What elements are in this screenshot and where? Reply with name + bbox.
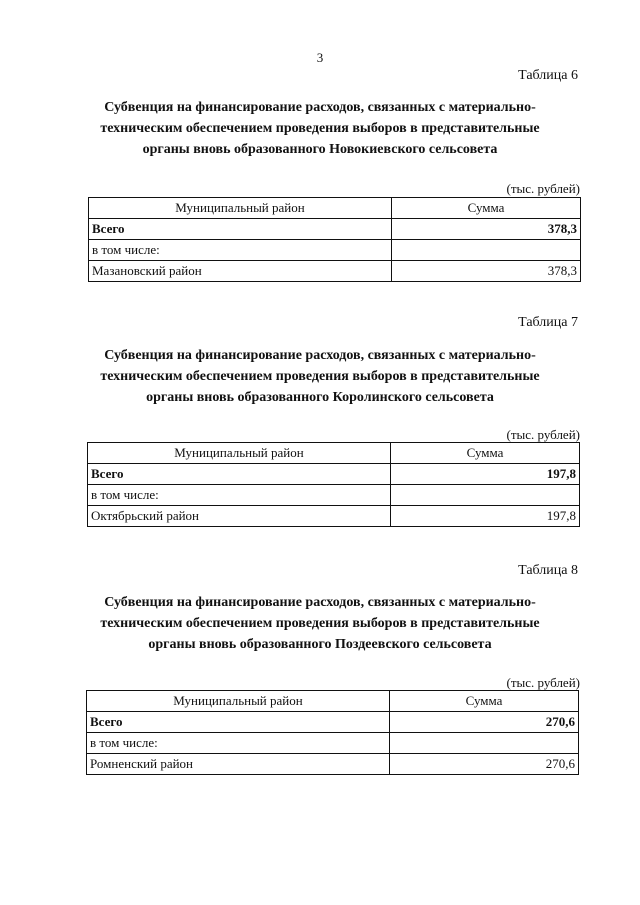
table-label: Таблица 6 [518,68,578,83]
total-label: Всего [88,464,391,485]
total-value: 197,8 [391,464,580,485]
heading-line: органы вновь образованного Поздеевского сельсовета [148,637,492,652]
district-column-header: Муниципальный район [87,691,390,712]
including-label: в том числе: [88,485,391,506]
total-label: Всего [89,219,392,240]
empty-cell [390,733,579,754]
total-value: 378,3 [392,219,581,240]
subvention-table [87,442,580,527]
heading-line: органы вновь образованного Новокиевского сельсовета [142,142,498,157]
heading-line: техническим обеспечением проведения выборов в представительные [100,121,540,136]
page-number: 3 [316,50,324,65]
table-row [89,261,581,282]
heading-line: техническим обеспечением проведения выборов в представительные [100,616,540,631]
heading-line: Субвенция на финансирование расходов, связанных с материально- [104,595,536,610]
table-label: Таблица 8 [518,563,578,578]
heading-line: Субвенция на финансирование расходов, связанных с материально- [104,100,536,115]
district-value: 197,8 [391,506,580,527]
including-label: в том числе: [89,240,392,261]
units-label: (тыс. рублей) [506,427,580,442]
district-name: Ромненский район [87,754,390,775]
including-row [88,485,580,506]
table-label: Таблица 7 [518,315,578,330]
district-column-header: Муниципальный район [88,443,391,464]
table-heading [80,592,560,655]
district-value: 378,3 [392,261,581,282]
table-header-row [88,443,580,464]
district-value: 270,6 [390,754,579,775]
district-name: Мазановский район [89,261,392,282]
table-heading [80,345,560,408]
empty-cell [392,240,581,261]
table-header-row [87,691,579,712]
including-row [89,240,581,261]
total-row [87,712,579,733]
units-label: (тыс. рублей) [506,675,580,690]
units-label: (тыс. рублей) [506,181,580,196]
including-label: в том числе: [87,733,390,754]
district-column-header: Муниципальный район [89,198,392,219]
subvention-table [88,197,581,282]
heading-line: техническим обеспечением проведения выборов в представительные [100,369,540,384]
sum-column-header: Сумма [392,198,581,219]
heading-line: Субвенция на финансирование расходов, связанных с материально- [104,348,536,363]
sum-column-header: Сумма [391,443,580,464]
total-row [89,219,581,240]
total-value: 270,6 [390,712,579,733]
empty-cell [391,485,580,506]
table-row [88,506,580,527]
sum-column-header: Сумма [390,691,579,712]
table-heading [80,97,560,160]
heading-line: органы вновь образованного Королинского сельсовета [146,390,494,405]
table-header-row [89,198,581,219]
table-row [87,754,579,775]
district-name: Октябрьский район [88,506,391,527]
including-row [87,733,579,754]
total-row [88,464,580,485]
subvention-table [86,690,579,775]
total-label: Всего [87,712,390,733]
